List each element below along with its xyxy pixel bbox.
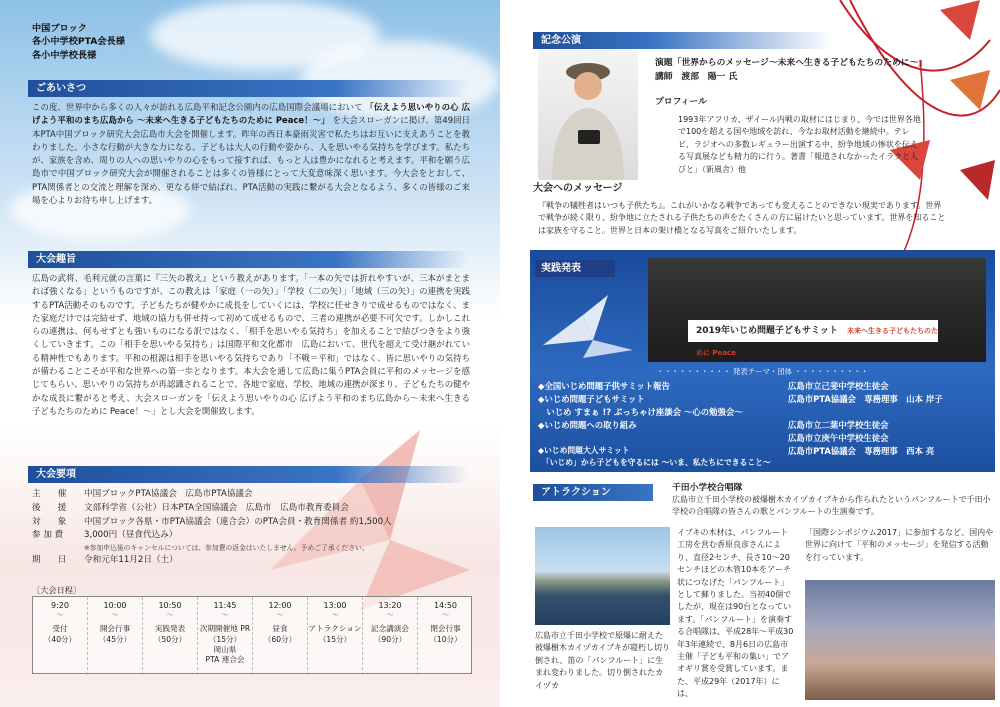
summit-banner-sub: 未来へ生きる子どもたちのために Peace	[696, 327, 939, 357]
message-heading: 大会へのメッセージ	[533, 183, 623, 194]
schedule-time: 12:00	[268, 601, 292, 610]
schedule-slot	[198, 597, 253, 675]
person-icon	[538, 50, 638, 180]
schedule-arrow: 〜	[442, 611, 449, 620]
outline-key: 期 日	[32, 554, 67, 565]
schedule-time: 11:45	[213, 601, 237, 610]
choir-stage-photo	[805, 580, 995, 700]
schedule-arrow: 〜	[331, 611, 339, 620]
greeting-text	[32, 101, 470, 207]
schedule-item: 閉会行事 （10分）	[429, 624, 462, 644]
addressee-block	[32, 22, 125, 62]
schedule-item: アトラクション （15分）	[308, 624, 362, 644]
schedule-item: 次期開催地 PR （15分） 岡山県 PTA 連合会	[199, 624, 251, 665]
presentation-group: 広島市PTA協議会 専務理事 山本 岸子	[788, 394, 943, 405]
lecture-theme: 演題「世界からのメッセージ〜未来へ生きる子どもたちのために〜」	[655, 58, 928, 68]
choir-title: 千田小学校合唱隊	[672, 483, 743, 493]
presentation-title: ◆いじめ問題への取り組み	[538, 420, 637, 431]
list-item	[538, 445, 988, 469]
practice-section	[530, 250, 995, 472]
practice-heading: 実践発表	[535, 260, 615, 277]
addressee-line: 各小中学校長様	[32, 49, 97, 61]
outline-note: ※参加申込後のキャンセルについては、参加費の返金はいたしません。予めご了承ください。	[84, 544, 369, 552]
schedule-slot	[33, 597, 88, 675]
outline-row	[32, 516, 392, 530]
schedule-arrow: 〜	[56, 611, 64, 620]
schedule-time: 9:20	[51, 601, 69, 610]
greeting-line1: この度、世界中から多くの人々が訪れる広島平和記念公園内の広島国際会議場において	[32, 102, 363, 112]
schedule-slot	[143, 597, 198, 675]
addressee-line: 中国ブロック	[32, 23, 87, 34]
outline-key: 主 催	[32, 489, 67, 499]
schedule-label: 〔大会日程〕	[32, 585, 82, 595]
outline-row	[32, 488, 392, 502]
schedule-item: 実践発表 （50分）	[153, 624, 187, 644]
addressee-line: 各小中学校PTA会長様	[32, 36, 125, 48]
list-item	[538, 393, 988, 419]
practice-subtitle: ・・・・・・・・・・ 発表テーマ・団体 ・・・・・・・・・・	[656, 367, 869, 376]
schedule-slot	[253, 597, 308, 675]
profile-label: プロフィール	[655, 97, 707, 107]
lecture-title	[655, 56, 927, 84]
schedule-arrow: 〜	[166, 611, 174, 620]
outline-key: 後 援	[32, 502, 67, 513]
atomic-dome-photo	[535, 527, 670, 625]
group-photo	[648, 258, 986, 362]
message-text: 『戦争の犠牲者はいつも子供たち』。これがいかなる戦争であっても変えることのできない現実であります。世界で戦争が続く限り、紛争地に立たされる子供たちの声をたくさんの方に届けたいと思っています。世界を知ることは家族を守ること。世界と日本の架け橋となる写真をご紹介いたします。	[538, 201, 946, 235]
schedule-time: 10:50	[158, 601, 182, 610]
schedule-item: 昼食 （60分）	[263, 624, 297, 644]
greeting-heading: ごあいさつ	[28, 80, 468, 97]
list-item	[538, 419, 988, 445]
outline-val: 文部科学省（公社）日本PTA全国協議会 広島市 広島市教育委員会	[84, 502, 349, 513]
attraction-caption-left: 広島市立千田小学校で原爆に耐えた被爆樹木カイヅカイブキが寝朽し切り倒され、笛の「パンフルート」に生まれ変わりました。切り倒されたカイヅカ	[535, 631, 670, 690]
schedule-arrow: 〜	[111, 611, 119, 620]
schedule-time: 14:50	[433, 601, 458, 610]
attraction-heading: アトラクション	[533, 484, 653, 501]
presentation-group: 広島市PTA協議会 専務理事 西本 亮	[788, 446, 935, 457]
outline-val: 中国ブロック各県・市PTA協議会（連合会）のPTA会員・教育関係者 約1,500人	[84, 516, 392, 527]
schedule-slot	[308, 597, 363, 675]
outline-key: 参 加 費	[32, 530, 64, 541]
attraction-caption-mid: イブキの木材は、パンフルート工房を営む香原良彦さんにより、直径2センチ、長さ10〜20センチほどの木管10本をアーチ状につなげた「パンフルート」として蘇りました。当初40個でしたが、現在は90台となっています。「パンフルート」を演奏する合唱隊は、平成28年〜平成30年3年連続で、8月6日の広島市主催「子ども平和の集い」でアオギリ賞を受賞しています。また、平成29年（2017年）には、	[677, 528, 794, 699]
outline-val: 3,000円（昼食代込み）	[84, 530, 178, 541]
presentation-title: ◆いじめ問題大人サミット 「いじめ」から子どもを守るには 〜いま、私たちにできること〜	[538, 446, 771, 468]
presentation-title: ◆いじめ問題子どもサミット いじめ すまぁ !? ぶっちゃけ座談会 〜心の勉強会〜	[538, 394, 743, 418]
presentation-title: ◆全国いじめ問題子供サミット報告	[538, 381, 670, 391]
schedule-arrow: 〜	[221, 611, 229, 620]
schedule-time: 13:20	[378, 601, 402, 610]
outline-val: 令和元年11月2日（土）	[84, 554, 178, 565]
outline-row	[32, 529, 392, 543]
schedule-item: 受付 （40分）	[43, 624, 77, 644]
schedule-time: 13:00	[323, 601, 347, 610]
greeting-slogan: 「伝えよう思いやりの心 広げよう平和のまち広島から 〜未来へ生きる子どもたちのために Peace！〜」	[32, 102, 470, 126]
schedule-slot	[418, 597, 473, 675]
speaker-photo	[538, 50, 638, 180]
schedule-slot	[363, 597, 418, 675]
choir-intro: 広島市立千田小学校の被爆樹木カイヅカイブキから作られたというパンフルートで千田小学校の合唱隊の皆さんの歌とパンフルートの生演奏です。	[672, 495, 991, 517]
schedule-arrow: 〜	[276, 611, 284, 620]
summit-banner-title: 2019年いじめ問題子どもサミット	[696, 326, 838, 336]
purpose-text: 広島の武将、毛利元就の言葉に『三矢の教え』という教えがあります。「一本の矢では折れやすいが、三本がまとまれば強くなる」というものですが、この教えは「家庭（一の矢）」「学校（二の矢）」「地域（三の矢）」の連携を実践するPTA活動そのものです。子どもたちが健やかに成長をしていくには、学校に任せきりで成せるものではなく、また家庭だけでは完結せず、地域の協力も併せ持って初めて成せるもので、三者の連携が必要不可欠です。しかしこれらの連携は、何もせずとも強いものになる訳ではなく、「相手を思いやる気持ち」を加えることで結びつきをより強くしていきます。この「相手を思いやる気持ち」は国際平和文化都市 広島において、世代を超えて受け継がれている精神性でもあります。平和の根源は相手を思いやる気持ちであり「不戦＝平和」ではなく、皆に思いやりの気持ちが備わることこそが平和な世界への第一歩となります。本大会を通して広島に集うPTA会員に平和のメッセージを感じてもらい、思いやりの気持ちが再認識されることで、各地で家庭、学校、地域の連携が深まり、子どもたちの健やかな成長に繋がると考え、大会スローガンを「伝えよう思いやりの心 広げよう平和のまち広島から〜未来へ生きる子どもたちのために Peace！〜」とし大会を開催致します。	[32, 273, 470, 416]
outline-key: 対 象	[32, 516, 67, 527]
outline-heading: 大会要項	[28, 466, 468, 483]
schedule-grid	[32, 596, 472, 674]
schedule	[32, 584, 472, 674]
right-page	[500, 0, 1000, 707]
presentation-group: 広島市立二葉中学校生徒会 広島市立庚午中学校生徒会	[788, 420, 889, 444]
greeting-body: を大会スローガンに掲げ、第49回日本PTA中国ブロック研究大会広島市大会を開催します。昨年の西日本豪雨災害で私たちはお互いに支えあうことを教わりました。小さな行動が大きな力になる。子どもは大人の行動や姿から、人を思いやる気持ちを学びます。私たちが、家族を含め、周りの人への思いやりの心をもって接すれば、もっと人は豊かになれると考えます。平和を願う広島市で中国ブロック研究大会が開催されることは多くの皆様にとって大変意味深く思います。今大会をとおして、PTA関係者との交流と理解を深め、更なる絆で結ばれ、PTA活動の実践に繋がる大会となるよう、多くの皆様のご来場を心よりお待ち申し上げます。	[32, 115, 471, 205]
paper-crane-icon	[538, 290, 638, 360]
schedule-arrow: 〜	[386, 611, 394, 620]
presentation-list	[538, 380, 988, 469]
schedule-item: 開会行事 （45分）	[98, 624, 132, 644]
purpose-heading: 大会趣旨	[28, 251, 468, 268]
summit-banner	[688, 320, 939, 357]
presentation-group: 広島市立己斐中学校生徒会	[788, 381, 889, 391]
schedule-slot	[88, 597, 143, 675]
outline-table	[32, 488, 392, 568]
outline-row	[32, 502, 392, 516]
outline-val: 中国ブロックPTA協議会 広島市PTA協議会	[84, 489, 253, 499]
attraction-caption-right: 「国際シンポジウム2017」に参加するなど、国内や世界に向けて「平和のメッセージ」を発信する活動を行っています。	[805, 528, 994, 562]
profile-text: 1993年アフリカ、ザイール内戦の取材にはじまり、今では世界各地で100を超える国や地域を訪れ、今なお取材活動を継続中。テレビ、ラジオへの多数レギュラー出演する中、紛争地域の惨状を伝える写真展なども精力的に行う。著書「報道されなかったイラクと人びと」（新風舎）他	[678, 115, 921, 174]
list-item	[538, 380, 988, 393]
lecture-speaker: 講師 渡部 陽一 氏	[655, 72, 738, 83]
lecture-heading: 記念公演	[533, 32, 833, 49]
schedule-item: 記念講演会 （90分）	[371, 624, 409, 644]
schedule-time: 10:00	[103, 601, 127, 610]
outline-row	[32, 554, 392, 568]
